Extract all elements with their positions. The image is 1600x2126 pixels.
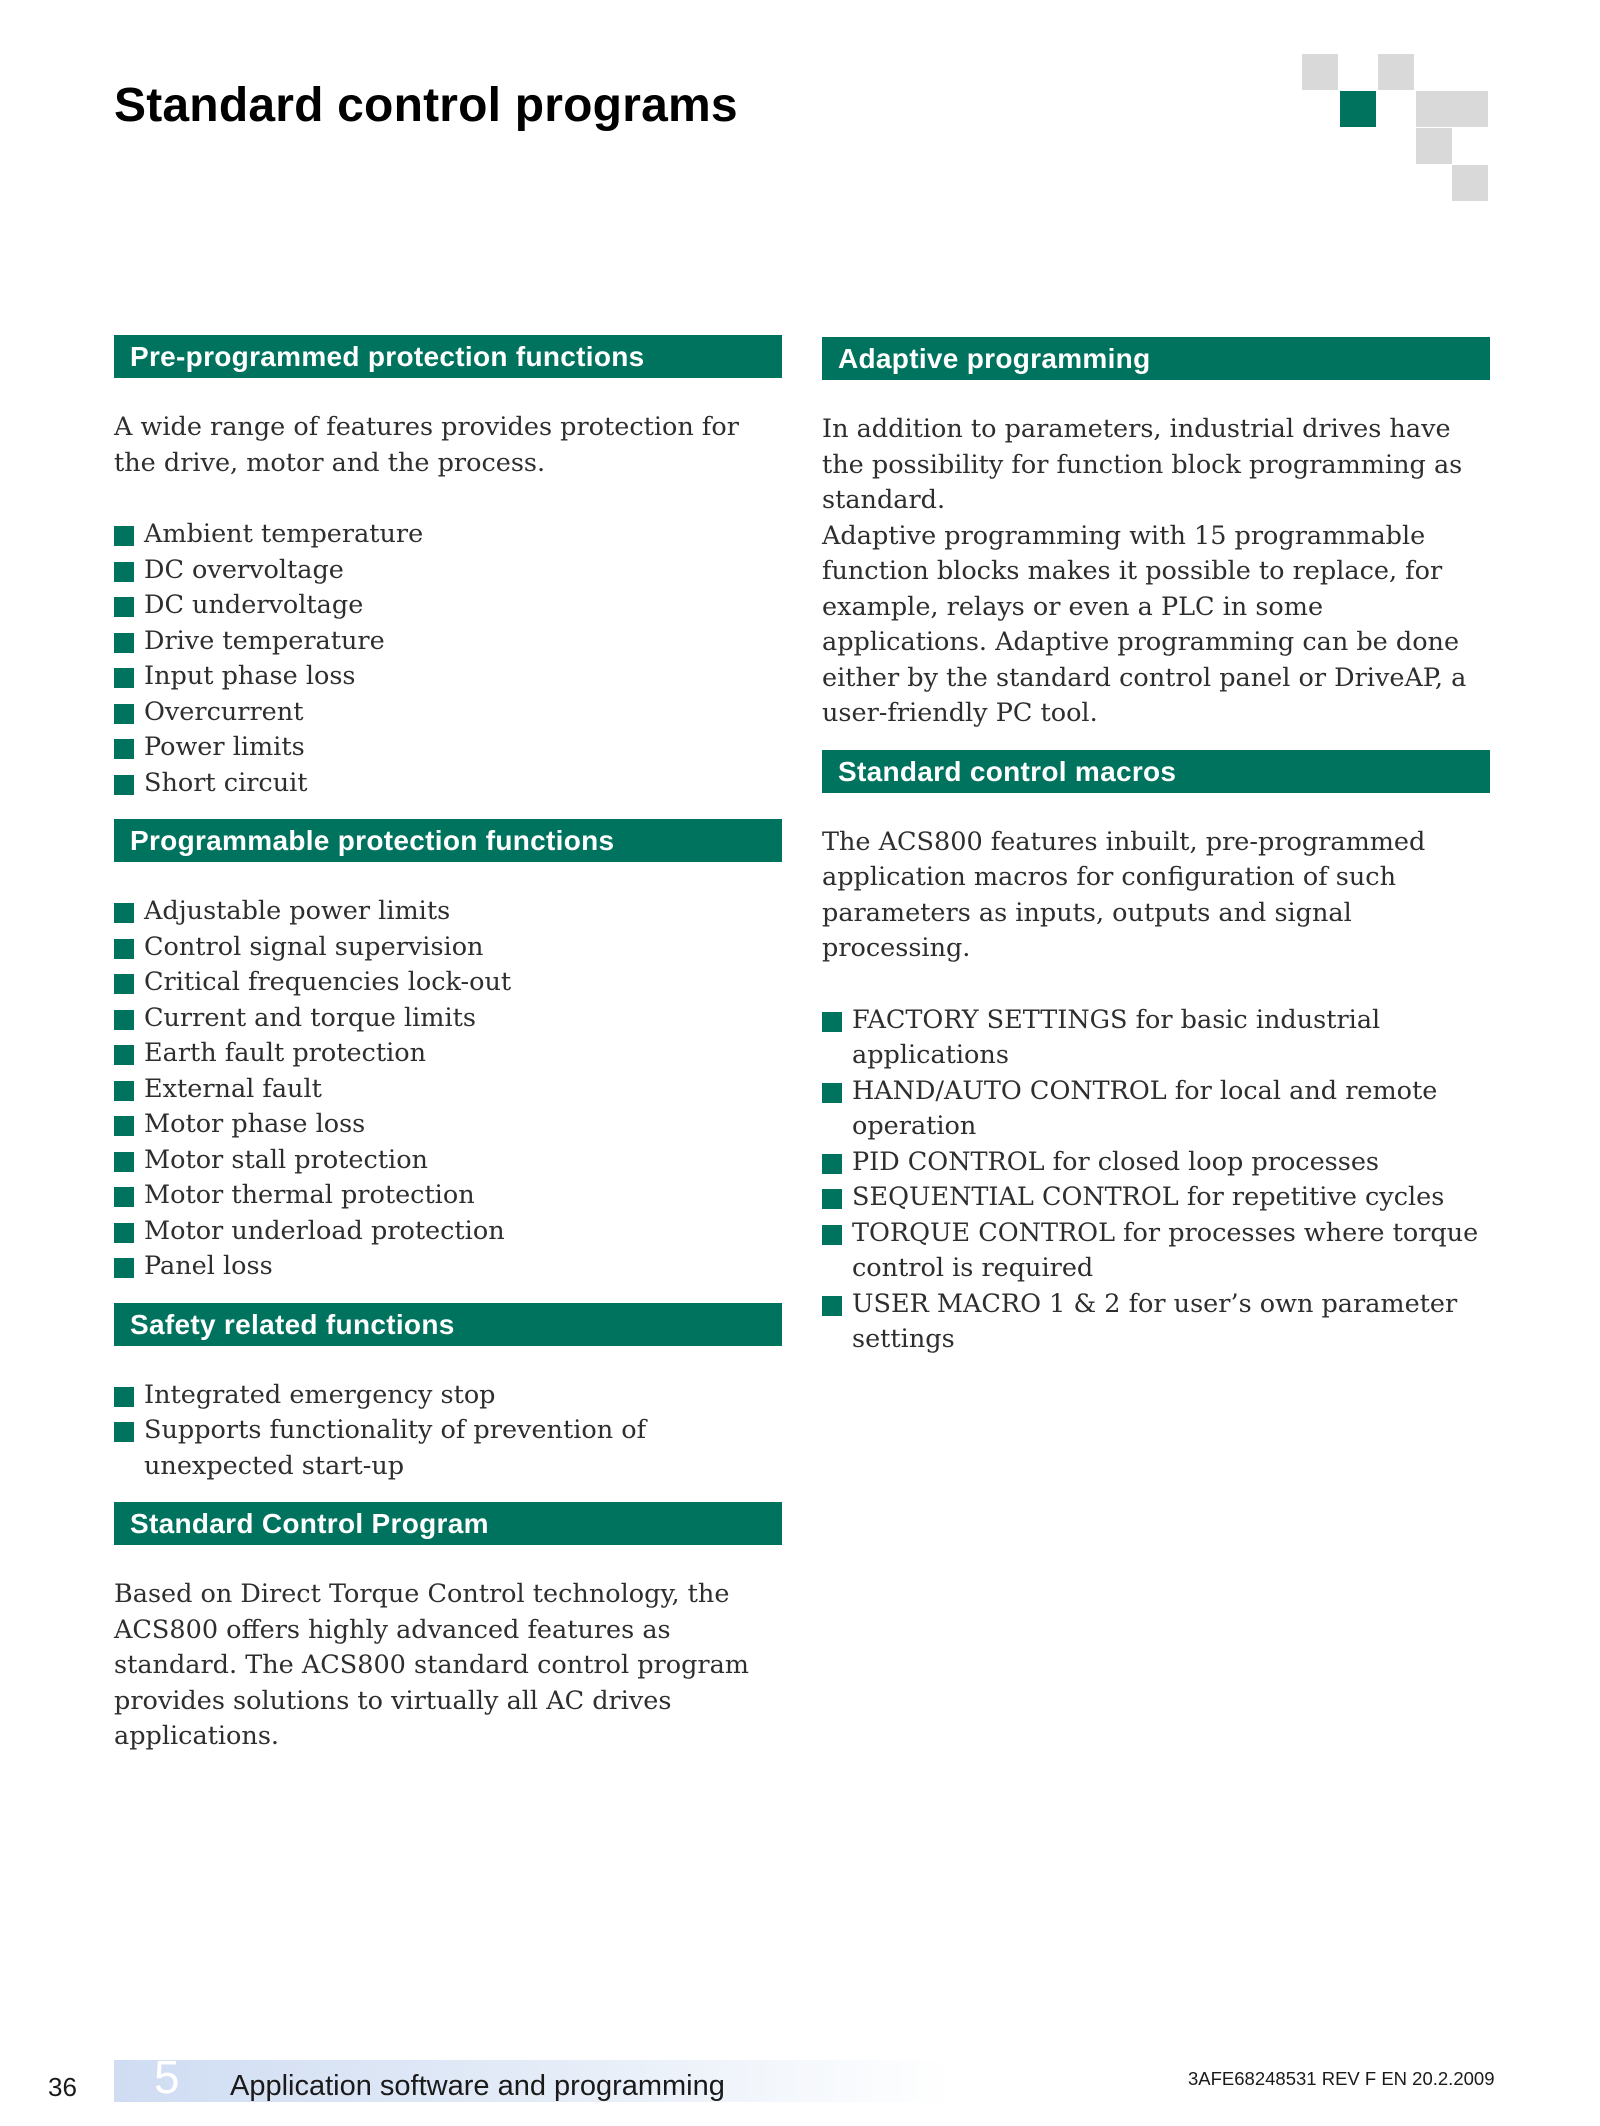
list-item: Ambient temperature <box>114 517 782 553</box>
bullet-square-icon <box>822 1225 842 1245</box>
bullet-square-icon <box>114 974 134 994</box>
bullet-square-icon <box>114 1152 134 1172</box>
list-item: Drive temperature <box>114 624 782 660</box>
section-heading: Safety related functions <box>114 1303 782 1346</box>
decor-square <box>1378 54 1414 90</box>
list-item: Control signal supervision <box>114 930 782 966</box>
decor-square <box>1452 91 1488 127</box>
bullet-square-icon <box>822 1012 842 1032</box>
list-item: PID CONTROL for closed loop processes <box>822 1145 1490 1181</box>
list-item: Power limits <box>114 730 782 766</box>
section-paragraph: The ACS800 features inbuilt, pre-programmed application macros for configuration of such parameters as inputs, outputs and signal processing. <box>822 826 1426 963</box>
bullet-square-icon <box>114 739 134 759</box>
section-paragraph: Based on Direct Torque Control technology, the ACS800 offers highly advanced features as standard. The ACS800 standard control program provides solutions to virtually all AC drives applications. <box>114 1579 749 1751</box>
bullet-square-icon <box>822 1154 842 1174</box>
list-item: Supports functionality of prevention of unexpected start-up <box>114 1413 782 1484</box>
section-paragraph: Adaptive programming with 15 programmable function blocks makes it possible to replace, for example, relays or even a PLC in some applications. Adaptive programming can be done either by the standard control panel or DriveAP, a user-friendly PC tool. <box>822 520 1467 728</box>
right-column <box>822 337 1490 1358</box>
list-item: Motor phase loss <box>114 1107 782 1143</box>
list-item: Adjustable power limits <box>114 894 782 930</box>
bullet-square-icon <box>114 1081 134 1101</box>
section-standard-control-macros <box>822 750 1490 1358</box>
list-item: FACTORY SETTINGS for basic industrial applications <box>822 1003 1490 1074</box>
bullet-list <box>114 894 782 1285</box>
bullet-square-icon <box>114 562 134 582</box>
list-item: Panel loss <box>114 1249 782 1285</box>
bullet-square-icon <box>114 1116 134 1136</box>
bullet-square-icon <box>114 775 134 795</box>
list-item: Overcurrent <box>114 695 782 731</box>
section-paragraph: A wide range of features provides protection for the drive, motor and the process. <box>114 412 739 478</box>
section-heading: Programmable protection functions <box>114 819 782 862</box>
bullet-square-icon <box>114 704 134 724</box>
left-column <box>114 335 782 1755</box>
decor-square <box>1452 165 1488 201</box>
bullet-square-icon <box>114 1258 134 1278</box>
decor-square <box>1416 91 1452 127</box>
list-item: HAND/AUTO CONTROL for local and remote operation <box>822 1074 1490 1145</box>
chapter-title: Application software and programming <box>230 2070 725 2102</box>
section-heading: Pre-programmed protection functions <box>114 335 782 378</box>
list-item: Motor underload protection <box>114 1214 782 1250</box>
list-item: Current and torque limits <box>114 1001 782 1037</box>
page-number: 36 <box>48 2072 77 2102</box>
list-item: Motor thermal protection <box>114 1178 782 1214</box>
list-item: DC overvoltage <box>114 553 782 589</box>
bullet-square-icon <box>822 1083 842 1103</box>
list-item: External fault <box>114 1072 782 1108</box>
bullet-square-icon <box>114 633 134 653</box>
list-item: SEQUENTIAL CONTROL for repetitive cycles <box>822 1180 1490 1216</box>
section-heading: Adaptive programming <box>822 337 1490 380</box>
decor-square-accent <box>1340 91 1376 127</box>
list-item: Critical frequencies lock-out <box>114 965 782 1001</box>
bullet-square-icon <box>114 1187 134 1207</box>
decor-square <box>1416 128 1452 164</box>
bullet-square-icon <box>114 939 134 959</box>
bullet-list <box>822 1003 1490 1358</box>
page-title: Standard control programs <box>114 79 738 132</box>
section-adaptive-programming <box>822 337 1490 732</box>
list-item: Short circuit <box>114 766 782 802</box>
section-paragraph: In addition to parameters, industrial drives have the possibility for function block programming as standard. <box>822 414 1463 515</box>
list-item: USER MACRO 1 & 2 for user’s own parameter settings <box>822 1287 1490 1358</box>
section-heading: Standard control macros <box>822 750 1490 793</box>
bullet-square-icon <box>822 1189 842 1209</box>
bullet-square-icon <box>114 1223 134 1243</box>
section-programmable-protection <box>114 819 782 1285</box>
section-preprogrammed-protection <box>114 335 782 801</box>
list-item: Input phase loss <box>114 659 782 695</box>
bullet-square-icon <box>114 1422 134 1442</box>
section-heading: Standard Control Program <box>114 1502 782 1545</box>
bullet-square-icon <box>114 903 134 923</box>
bullet-square-icon <box>114 597 134 617</box>
document-reference: 3AFE68248531 REV F EN 20.2.2009 <box>1188 2068 1495 2089</box>
list-item: Integrated emergency stop <box>114 1378 782 1414</box>
bullet-square-icon <box>114 1387 134 1407</box>
list-item: Earth fault protection <box>114 1036 782 1072</box>
section-standard-control-program <box>114 1502 782 1755</box>
bullet-list <box>114 517 782 801</box>
bullet-square-icon <box>114 1045 134 1065</box>
bullet-list <box>114 1378 782 1485</box>
decor-square <box>1302 54 1338 90</box>
list-item: Motor stall protection <box>114 1143 782 1179</box>
bullet-square-icon <box>114 1010 134 1030</box>
chapter-number: 5 <box>154 2051 180 2103</box>
bullet-square-icon <box>114 526 134 546</box>
section-safety-functions <box>114 1303 782 1485</box>
list-item: TORQUE CONTROL for processes where torque control is required <box>822 1216 1490 1287</box>
list-item: DC undervoltage <box>114 588 782 624</box>
bullet-square-icon <box>114 668 134 688</box>
bullet-square-icon <box>822 1296 842 1316</box>
